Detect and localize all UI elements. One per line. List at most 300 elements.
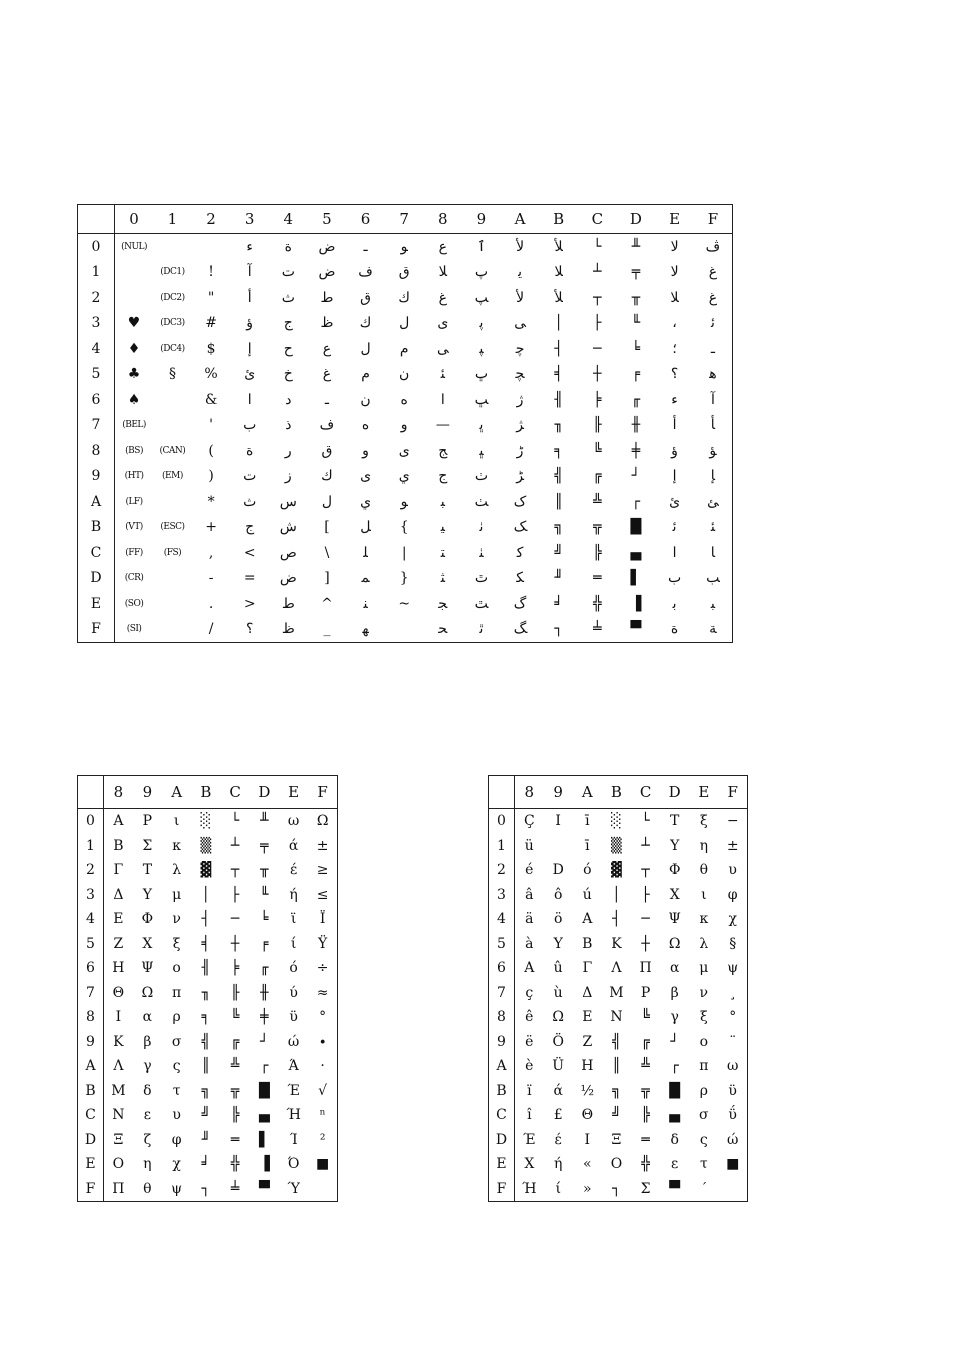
glyph-cell: ﻷ [516, 289, 525, 306]
glyph-cell: ╝ [554, 544, 563, 561]
glyph-cell: π [699, 1058, 709, 1075]
glyph-cell: Έ [287, 1082, 300, 1099]
glyph-cell: ة [246, 442, 254, 459]
glyph-cell: ﺞ [438, 442, 448, 459]
glyph-cell: ى [360, 468, 372, 485]
glyph-cell: ╣ [554, 468, 563, 485]
glyph-cell: α [669, 960, 680, 977]
glyph-cell: ε [143, 1107, 151, 1124]
column-header: C [631, 776, 660, 809]
glyph-cell: ، [672, 315, 677, 332]
glyph-cell: ؛ [672, 340, 677, 357]
glyph-cell: à [525, 935, 534, 952]
glyph-cell: ' [209, 417, 213, 434]
glyph-cell: Φ [141, 911, 154, 928]
glyph-cell: ج [283, 315, 293, 332]
glyph-cell: ω [287, 813, 300, 830]
glyph-cell [308, 1177, 337, 1202]
glyph-cell: ط [320, 289, 334, 306]
glyph-cell: Κ [113, 1033, 124, 1050]
glyph-cell: ╦ [593, 519, 602, 536]
glyph-cell: ╡ [554, 366, 563, 383]
glyph-cell: ■ [726, 1156, 740, 1173]
row-header: E [78, 591, 115, 617]
glyph-cell: η [143, 1156, 152, 1173]
glyph-cell: Δ [113, 886, 124, 903]
table-row [78, 1177, 338, 1202]
glyph-cell: ώ [287, 1033, 300, 1050]
glyph-cell: ε [671, 1156, 679, 1173]
table-row [489, 834, 748, 859]
glyph-cell: ΄ [700, 1180, 708, 1197]
table-row [78, 515, 733, 541]
glyph-cell: Ν [610, 1009, 623, 1026]
row-header: F [78, 1177, 104, 1202]
glyph-cell: ة [284, 238, 292, 255]
glyph-cell: ﺝ [438, 468, 448, 485]
glyph-cell: ═ [230, 1131, 240, 1148]
glyph-cell: \ [324, 544, 330, 561]
glyph-cell: │ [201, 886, 211, 903]
glyph-cell: (CAN) [159, 445, 186, 456]
row-header: D [78, 566, 115, 592]
row-header: 1 [489, 834, 515, 859]
glyph-cell: ف [319, 417, 335, 434]
glyph-cell: μ [172, 886, 182, 903]
glyph-cell: ┬ [593, 289, 602, 306]
glyph-cell: ▒ [200, 837, 212, 854]
column-header: C [578, 205, 617, 234]
glyph-cell: ق [321, 442, 333, 459]
glyph-cell: ج [245, 519, 255, 536]
arabic-code-page-table [77, 204, 733, 643]
glyph-cell: ﺅ [671, 442, 678, 459]
glyph-cell: ن [399, 366, 410, 383]
glyph-cell: ώ [726, 1131, 739, 1148]
glyph-cell: Ω [141, 984, 154, 1001]
glyph-cell: ═ [641, 1131, 650, 1148]
glyph-cell: ث [243, 493, 257, 510]
glyph-cell: ﭝ [479, 442, 484, 459]
glyph-cell: (FF) [125, 547, 143, 558]
glyph-cell: Χ [142, 935, 153, 952]
glyph-cell: ﮐ [516, 544, 524, 561]
glyph-cell: ﺜ [440, 570, 445, 587]
glyph-cell: θ [143, 1180, 152, 1197]
glyph-cell: ÷ [316, 960, 329, 977]
glyph-cell: ╣ [612, 1033, 621, 1050]
glyph-cell: ─ [230, 911, 240, 928]
glyph-cell: ┘ [670, 1033, 679, 1050]
table-row [78, 1079, 338, 1104]
corner-cell [78, 205, 115, 234]
glyph-cell: # [205, 315, 217, 332]
glyph-cell: ض [318, 264, 336, 281]
glyph-cell: ك [321, 468, 333, 485]
glyph-cell: ﺀ [671, 391, 678, 408]
glyph-cell: ﭟ [474, 493, 489, 510]
glyph-cell: % [204, 366, 218, 383]
table-row [489, 1177, 748, 1202]
glyph-cell: ë [525, 1033, 534, 1050]
glyph-cell: ▄ [669, 1107, 681, 1124]
glyph-cell: Τ [670, 813, 680, 830]
glyph-cell: │ [612, 886, 621, 903]
glyph-cell: ┴ [593, 264, 602, 281]
glyph-cell: ≤ [316, 886, 329, 903]
glyph-cell: Ζ [582, 1033, 593, 1050]
glyph-cell: ╚ [641, 1009, 650, 1026]
glyph-cell: Ü [552, 1058, 565, 1075]
row-header: 4 [489, 907, 515, 932]
glyph-cell: & [204, 391, 218, 408]
column-header: D [660, 776, 689, 809]
glyph-cell: Π [639, 960, 652, 977]
glyph-cell: < [243, 544, 256, 561]
glyph-cell: Ά [288, 1058, 299, 1075]
glyph-cell: ψ [727, 960, 739, 977]
glyph-cell: λ [699, 935, 709, 952]
glyph-cell: Υ [142, 886, 152, 903]
corner-cell [489, 776, 515, 809]
glyph-cell: δ [143, 1082, 152, 1099]
table-row [78, 932, 338, 957]
glyph-cell: Ζ [113, 935, 124, 952]
table-row [78, 413, 733, 439]
row-header: 1 [78, 834, 104, 859]
table-row [78, 834, 338, 859]
glyph-cell: σ [171, 1033, 182, 1050]
row-header: 2 [489, 858, 515, 883]
glyph-cell: § [168, 366, 176, 383]
glyph-cell: ـ [710, 340, 715, 357]
glyph-cell: Η [112, 960, 125, 977]
glyph-cell: Ρ [640, 984, 651, 1001]
glyph-cell: ° [319, 1009, 327, 1026]
glyph-cell: ╤ [631, 264, 641, 281]
glyph-cell: Ε [113, 911, 124, 928]
glyph-cell: █ [630, 519, 642, 536]
glyph-cell: ί [555, 1180, 561, 1197]
row-header: 9 [78, 464, 115, 490]
glyph-cell: έ [554, 1131, 562, 1148]
glyph-cell: (VT) [125, 522, 143, 533]
glyph-cell: ╙ [631, 315, 641, 332]
glyph-cell: λ [172, 862, 182, 879]
glyph-cell: ┘ [260, 1033, 269, 1050]
row-header: F [78, 617, 115, 643]
glyph-cell: ╠ [641, 1107, 650, 1124]
glyph-cell: § [729, 935, 737, 952]
glyph-cell: ½ [580, 1082, 595, 1099]
glyph-cell: ξ [699, 813, 708, 830]
glyph-cell: ﮓ [513, 621, 527, 638]
table-row [78, 591, 733, 617]
glyph-cell: و [400, 417, 408, 434]
table-row [489, 1079, 748, 1104]
glyph-cell: Τ [142, 862, 153, 879]
row-header: 3 [489, 883, 515, 908]
glyph-cell: ┴ [230, 837, 240, 854]
glyph-cell: ﮒ [513, 595, 527, 612]
glyph-cell [153, 413, 192, 439]
glyph-cell: ب [243, 417, 257, 434]
glyph-cell: ² [319, 1131, 326, 1148]
glyph-cell: ؟ [670, 366, 679, 383]
glyph-cell: ـ [363, 238, 368, 255]
column-header: B [539, 205, 578, 234]
glyph-cell: ΰ [728, 1107, 737, 1124]
glyph-cell: ح [283, 340, 293, 357]
glyph-cell: ت [243, 468, 257, 485]
glyph-cell: ف [358, 264, 373, 281]
glyph-cell: └ [641, 813, 650, 830]
glyph-cell: ل [399, 315, 410, 332]
glyph-cell: (SO) [124, 598, 144, 609]
glyph-cell: ╖ [201, 984, 211, 1001]
glyph-cell: ﺒ [440, 493, 445, 510]
column-header: C [221, 776, 250, 809]
glyph-cell: ╜ [201, 1131, 211, 1148]
column-header: 3 [230, 205, 269, 234]
glyph-cell: ι [701, 886, 707, 903]
glyph-cell: ♦ [127, 340, 141, 357]
glyph-cell: ▐ [630, 595, 642, 612]
glyph-cell: ┌ [670, 1058, 679, 1075]
glyph-cell: غ [438, 289, 447, 306]
glyph-cell: ╦ [230, 1082, 240, 1099]
glyph-cell: ﻫ [709, 366, 717, 383]
glyph-cell: ﭽ [515, 366, 525, 383]
glyph-cell: ó [583, 862, 592, 879]
table-row [78, 1005, 338, 1030]
glyph-cell: ظ [320, 315, 334, 332]
glyph-cell: ﮏ [513, 519, 527, 536]
glyph-cell: ﯾ [518, 264, 523, 281]
glyph-cell: ╤ [260, 837, 269, 854]
glyph-cell: ي [360, 493, 372, 510]
glyph-cell: ü [524, 837, 534, 854]
column-header: E [689, 776, 718, 809]
table-row [78, 858, 338, 883]
glyph-cell: ﺍ [440, 391, 445, 408]
glyph-cell: م [399, 340, 409, 357]
glyph-cell [192, 234, 231, 260]
glyph-cell: ء [246, 238, 253, 255]
glyph-cell: ﺈ [710, 468, 716, 485]
glyph-cell: Φ [668, 862, 681, 879]
glyph-cell: » [583, 1180, 592, 1197]
glyph-cell: ظ [281, 621, 295, 638]
glyph-cell: ┐ [554, 621, 563, 638]
glyph-cell: Έ [523, 1131, 536, 1148]
glyph-cell: ♣ [127, 366, 141, 383]
glyph-cell: ╨ [260, 813, 269, 830]
glyph-cell: ╛ [201, 1156, 211, 1173]
glyph-cell [153, 489, 192, 515]
glyph-cell: Η [581, 1058, 594, 1075]
row-header: A [78, 1054, 104, 1079]
glyph-cell: — [435, 417, 450, 434]
glyph-cell: ╚ [230, 1009, 240, 1026]
table-row [78, 234, 733, 260]
table-row [489, 956, 748, 981]
glyph-cell: Κ [611, 935, 622, 952]
glyph-cell: ﭘ [479, 315, 484, 332]
glyph-cell: (FS) [163, 547, 182, 558]
glyph-cell: ╖ [554, 417, 563, 434]
glyph-cell: ī [585, 837, 590, 854]
glyph-cell: ﮌ [516, 442, 524, 459]
glyph-cell: (DC2) [160, 292, 185, 303]
row-header: 0 [489, 809, 515, 834]
glyph-cell: ± [726, 837, 739, 854]
glyph-cell: ╧ [230, 1180, 240, 1197]
glyph-cell: ς [172, 1058, 181, 1075]
glyph-cell [153, 387, 192, 413]
glyph-cell: ﭣ [474, 595, 489, 612]
glyph-cell: Π [112, 1180, 125, 1197]
column-header: 4 [269, 205, 308, 234]
glyph-cell: √ [318, 1082, 328, 1099]
glyph-cell: ┼ [641, 935, 650, 952]
table-row [489, 1054, 748, 1079]
table-row [78, 311, 733, 337]
glyph-cell: ﭞ [474, 468, 489, 485]
glyph-cell: ╞ [593, 391, 602, 408]
glyph-cell: ┐ [201, 1180, 211, 1197]
row-header: 0 [78, 234, 115, 260]
glyph-cell: ╨ [631, 238, 641, 255]
glyph-cell: ╔ [230, 1033, 240, 1050]
glyph-cell: ή [289, 886, 298, 903]
glyph-cell: (BS) [125, 445, 143, 456]
glyph-cell: ╢ [554, 391, 563, 408]
glyph-cell: (DC1) [160, 267, 185, 278]
glyph-cell: ﺉ [669, 493, 681, 510]
glyph-cell: Ν [112, 1107, 125, 1124]
glyph-cell [153, 566, 192, 592]
glyph-cell: ή [553, 1156, 563, 1173]
glyph-cell: (DC3) [160, 318, 185, 329]
glyph-cell: ﭡ [479, 544, 484, 561]
column-header-row [78, 776, 338, 809]
glyph-cell: ┌ [260, 1058, 269, 1075]
glyph-cell: ║ [612, 1058, 621, 1075]
glyph-cell: _ [323, 621, 331, 638]
glyph-cell: ▒ [611, 837, 622, 854]
glyph-cell: ﻠ [363, 544, 368, 561]
glyph-cell: [ [324, 519, 330, 536]
glyph-cell: ┼ [593, 366, 602, 383]
glyph-cell: ╫ [260, 984, 269, 1001]
glyph-cell: ▀ [669, 1180, 681, 1197]
row-header: 2 [78, 285, 115, 311]
glyph-cell: ل [321, 493, 333, 510]
glyph-cell [544, 834, 573, 859]
column-header: A [501, 205, 540, 234]
glyph-cell: ﻍ [708, 289, 718, 306]
glyph-cell: â [525, 886, 534, 903]
glyph-cell: ﺊ [707, 493, 719, 510]
glyph-cell: ♠ [127, 391, 141, 408]
row-header: 6 [78, 387, 115, 413]
glyph-cell: Ψ [141, 960, 154, 977]
glyph-cell: ╒ [631, 366, 641, 383]
glyph-cell: ύ [289, 984, 298, 1001]
glyph-cell: ξ [172, 935, 181, 952]
glyph-cell: ه [400, 391, 408, 408]
glyph-cell: ﻸ [554, 289, 563, 306]
glyph-cell: ν [172, 911, 181, 928]
row-header: 6 [489, 956, 515, 981]
table-row [78, 1054, 338, 1079]
glyph-cell: ├ [593, 315, 602, 332]
glyph-cell: ﻴ [440, 519, 445, 536]
glyph-cell: Σ [142, 837, 153, 854]
glyph-cell: ╘ [260, 911, 269, 928]
glyph-cell: ﮎ [513, 493, 527, 510]
glyph-cell: ^ [321, 595, 333, 612]
glyph-cell: ∙ [319, 1033, 327, 1050]
glyph-cell: ╛ [554, 595, 563, 612]
glyph-cell: ) [208, 468, 214, 485]
glyph-cell: ك [398, 289, 410, 306]
row-header: B [78, 515, 115, 541]
glyph-cell: " [207, 289, 215, 306]
glyph-cell: ▀ [630, 621, 642, 638]
glyph-cell: Ύ [287, 1180, 300, 1197]
glyph-cell: ق [360, 289, 371, 306]
glyph-cell: ﭖ [474, 264, 489, 281]
glyph-cell: ╪ [631, 442, 641, 459]
table-row [78, 489, 733, 515]
table-row [489, 809, 748, 834]
glyph-cell: ρ [172, 1009, 181, 1026]
glyph-cell: ﻮ [400, 493, 408, 510]
glyph-cell: ڤ [705, 238, 721, 255]
glyph-cell: ô [553, 886, 563, 903]
row-header: 3 [78, 311, 115, 337]
glyph-cell: σ [699, 1107, 709, 1124]
glyph-cell: أ [247, 289, 252, 306]
table-row [78, 907, 338, 932]
glyph-cell: ص [279, 544, 297, 561]
glyph-cell: * [207, 493, 215, 510]
glyph-cell: (NUL) [121, 241, 148, 252]
glyph-cell: ϊ [290, 911, 297, 928]
glyph-cell: γ [143, 1058, 152, 1075]
glyph-cell: ﺏ [667, 570, 682, 587]
glyph-cell: ϋ [289, 1009, 298, 1026]
glyph-cell: ί [290, 935, 297, 952]
glyph-cell: ﺔ [709, 621, 717, 638]
row-header: A [489, 1054, 515, 1079]
glyph-cell: − [726, 813, 739, 830]
glyph-cell: ζ [143, 1131, 152, 1148]
glyph-cell: ه [361, 417, 370, 434]
glyph-cell: ä [525, 911, 534, 928]
glyph-cell: Ç [523, 813, 535, 830]
glyph-cell: ┤ [201, 911, 211, 928]
glyph-cell: ╢ [201, 960, 211, 977]
glyph-cell: ﻷ [516, 238, 525, 255]
glyph-cell: ﭤ [479, 621, 484, 638]
glyph-cell: ﮍ [516, 468, 524, 485]
glyph-cell: ╩ [230, 1058, 240, 1075]
glyph-cell: ╕ [554, 442, 563, 459]
glyph-cell: └ [230, 813, 240, 830]
